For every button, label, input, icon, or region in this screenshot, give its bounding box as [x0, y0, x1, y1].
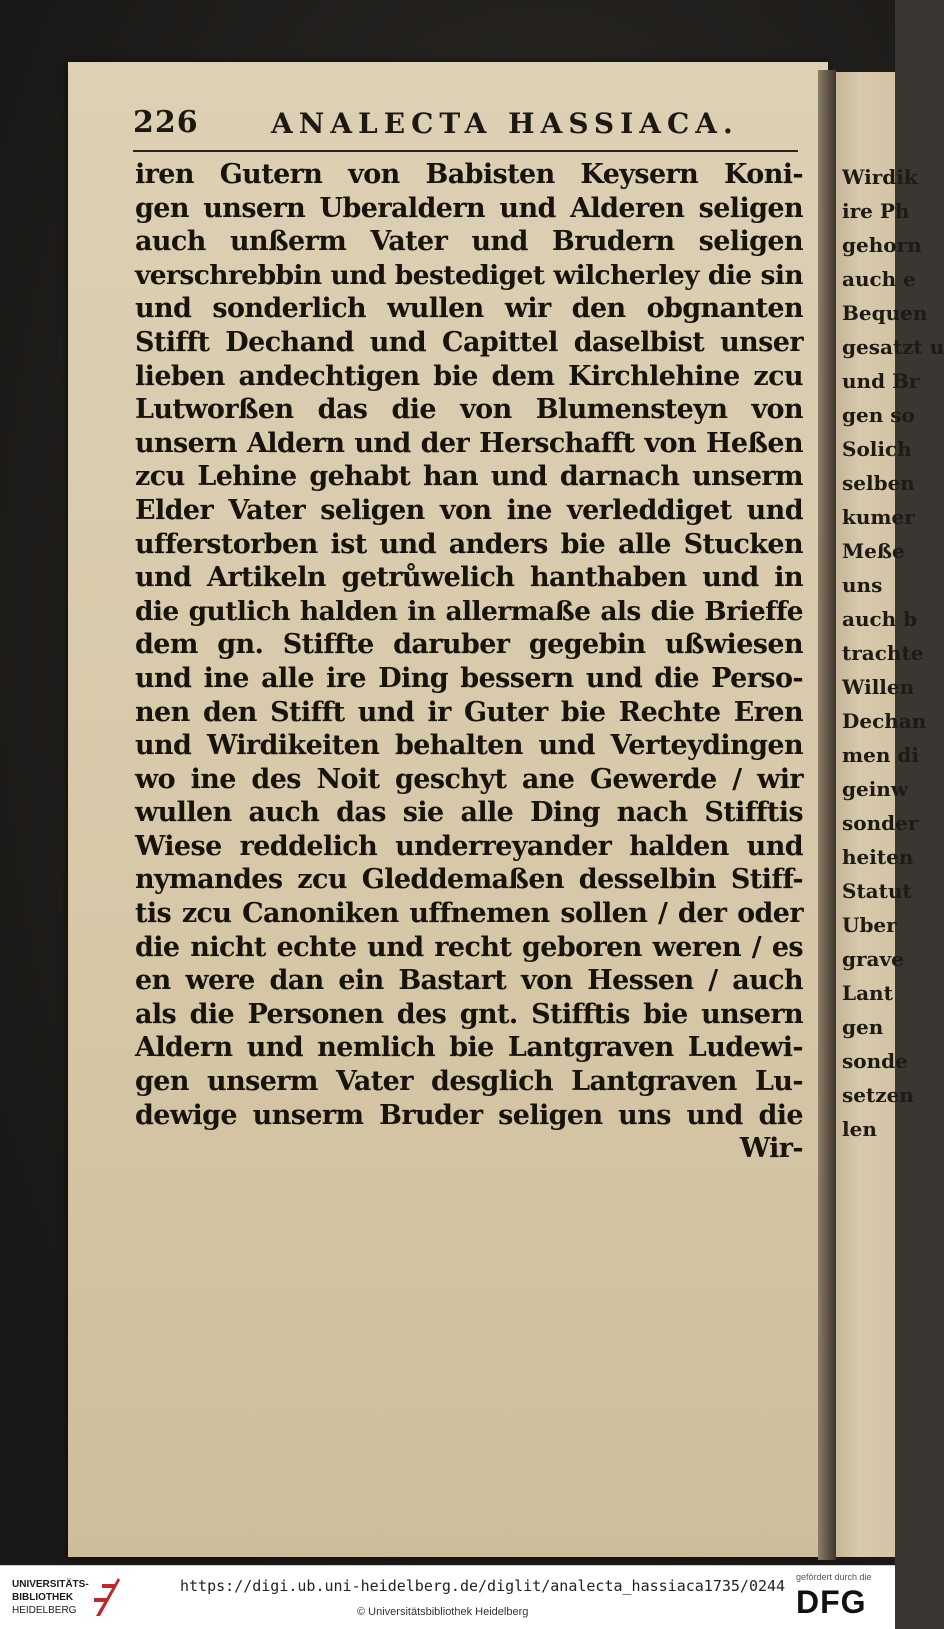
text-line: nen den Stifft und ir Guter bie Rechte Eren [135, 696, 803, 728]
right-page-fragment: gesatzt u [842, 335, 944, 359]
catchword: Wir- [739, 1133, 803, 1165]
text-line: tis zcu Canoniken uffnemen sollen / der oder [135, 898, 803, 930]
text-line: Aldern und nemlich bie Lantgraven Ludewi- [135, 1032, 803, 1064]
right-page-fragment: gen so [842, 403, 915, 427]
text-line: auch unßerm Vater und Brudern seligen [135, 226, 803, 258]
text-line: als die Personen des gnt. Stifftis bie unsern [135, 998, 803, 1030]
text-line: Wiese reddelich underreyander halden und [135, 830, 803, 862]
text-line: lieben andechtigen bie dem Kirchlehine zcu [135, 360, 803, 392]
header-rule [133, 150, 798, 152]
text-line: Lutworßen das die von Blumensteyn von [135, 394, 803, 426]
right-page-fragment: Willen [842, 675, 915, 699]
library-mark-icon [92, 1576, 122, 1618]
logo-line-3: HEIDELBERG [12, 1605, 77, 1616]
text-line: ufferstorben ist und anders bie alle Stucken [135, 528, 803, 560]
right-page-fragment: auch b [842, 607, 918, 631]
right-page-fragment: Dechan [842, 709, 927, 733]
text-line: dewige unserm Bruder seligen uns und die [135, 1099, 803, 1131]
book-gutter [818, 70, 836, 1560]
text-line: und ine alle ire Ding bessern und die Perso- [135, 662, 803, 694]
body-text [135, 158, 803, 1538]
right-page-fragment: uns [842, 573, 883, 597]
text-line: nymandes zcu Gleddemaßen desselbin Stiff- [135, 864, 803, 896]
text-line: iren Gutern von Babisten Keysern Koni- [135, 159, 803, 190]
right-page-fragment: auch e [842, 267, 916, 291]
text-line: verschrebbin und bestediget wilcherley die sin [135, 259, 803, 291]
text-line: gen unserm Vater desglich Lantgraven Lu- [135, 1066, 803, 1098]
right-page-fragment: Solich [842, 437, 912, 461]
page-header [133, 105, 798, 147]
right-page-fragment: Meße [842, 539, 905, 563]
right-page-fragment: men di [842, 743, 919, 767]
text-line: zcu Lehine gehabt han und darnach unserm [135, 461, 803, 493]
right-page-fragment: Wirdik [842, 165, 918, 189]
right-page-fragment: ire Ph [842, 199, 910, 223]
right-page-fragment: und Br [842, 369, 920, 393]
right-page-fragment: Statut [842, 879, 912, 903]
right-page-fragment: setzen [842, 1083, 914, 1107]
text-line: wullen auch das sie alle Ding nach Stifftis [135, 797, 803, 829]
viewer-footer [0, 1565, 895, 1629]
logo-line-1: UNIVERSITÄTS- [12, 1579, 89, 1590]
text-line: gen unsern Uberaldern und Alderen seligen [135, 192, 803, 224]
text-line: Stifft Dechand und Capittel daselbist unser [135, 326, 803, 358]
right-page-fragment: sonde [842, 1049, 908, 1073]
copyright-notice: © Universitätsbibliothek Heidelberg [357, 1606, 529, 1618]
text-line: dem gn. Stiffte daruber gegebin ußwiesen [135, 629, 803, 661]
text-line: Elder Vater seligen von ine verleddiget und [135, 494, 803, 526]
right-page-fragment: Bequen [842, 301, 928, 325]
text-line: die nicht echte und recht geboren weren / es [135, 931, 803, 963]
right-page-fragment: grave [842, 947, 904, 971]
right-page-fragment: selben [842, 471, 915, 495]
right-page-text [842, 160, 944, 1146]
dfg-funder-logo[interactable] [796, 1572, 888, 1624]
text-line: und Wirdikeiten behalten und Verteydingen [135, 730, 803, 762]
right-page-fragment: kumer [842, 505, 915, 529]
text-line: wo ine des Noit geschyt ane Gewerde / wir [135, 763, 803, 795]
page-number: 226 [133, 105, 199, 140]
right-page-fragment: trachte [842, 641, 924, 665]
funder-note: gefördert durch die [796, 1572, 872, 1582]
dfg-logo-text: DFG [796, 1584, 867, 1620]
text-line: en were dan ein Bastart von Hessen / auch [135, 965, 803, 997]
right-page-fragment: Uber [842, 913, 897, 937]
right-page-fragment: gehorn [842, 233, 922, 257]
text-line: und sonderlich wullen wir den obgnanten [135, 293, 803, 325]
page-url-link[interactable]: https://digi.ub.uni-heidelberg.de/diglit/analecta_hassiaca1735/0244 [180, 1577, 786, 1595]
running-title: ANALECTA HASSIACA. [271, 107, 739, 140]
text-line: und Artikeln getrůwelich hanthaben und in [135, 562, 803, 594]
right-page-fragment: geinw [842, 777, 909, 801]
right-page-fragment: Lant [842, 981, 893, 1005]
right-page-fragment: gen [842, 1015, 884, 1039]
right-page-fragment: len [842, 1117, 877, 1141]
university-library-logo[interactable] [12, 1576, 117, 1620]
right-page-fragment: heiten [842, 845, 914, 869]
logo-line-2: BIBLIOTHEK [12, 1592, 74, 1603]
right-page-fragment: sonder [842, 811, 919, 835]
text-line: unsern Aldern und der Herschafft von Heßen [135, 427, 803, 459]
text-line: die gutlich halden in allermaße als die Brieffe [135, 595, 803, 627]
